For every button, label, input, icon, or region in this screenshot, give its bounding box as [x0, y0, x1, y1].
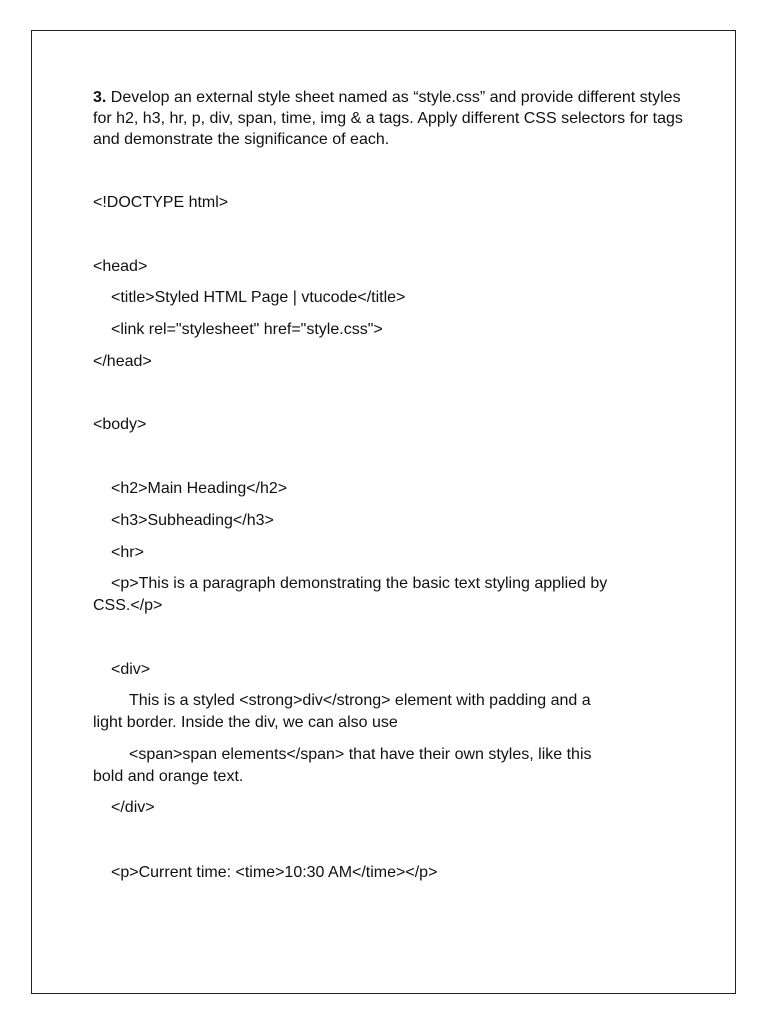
code-head-close: </head> [93, 353, 152, 370]
code-div-close: </div> [111, 799, 155, 816]
code-head-open: <head> [93, 258, 148, 275]
code-span-line2: bold and orange text. [93, 768, 244, 785]
code-p-line2: CSS.</p> [93, 597, 163, 614]
task-statement [93, 87, 683, 150]
code-h3: <h3>Subheading</h3> [111, 512, 274, 529]
code-time-paragraph: <p>Current time: <time>10:30 AM</time></p> [111, 864, 438, 881]
code-span-line1: <span>span elements</span> that have their own styles, like this [129, 746, 592, 763]
code-div-text-line2: light border. Inside the div, we can also use [93, 714, 398, 731]
code-div-open: <div> [111, 661, 151, 678]
code-body-open: <body> [93, 416, 147, 433]
task-text: Develop an external style sheet named as “style.css” and provide different styles for h2, h3, hr, p, div, span, time, img & a tags. Apply different CSS selectors for tags and demonstrate the significance of each. [93, 89, 683, 148]
code-link: <link rel="stylesheet" href="style.css"> [111, 321, 383, 338]
code-doctype: <!DOCTYPE html> [93, 194, 229, 211]
code-hr: <hr> [111, 544, 144, 561]
code-div-text-line1: This is a styled <strong>div</strong> element with padding and a [129, 692, 591, 709]
task-number: 3. [93, 89, 107, 106]
code-p-line1: <p>This is a paragraph demonstrating the basic text styling applied by [111, 575, 608, 592]
code-title: <title>Styled HTML Page | vtucode</title> [111, 289, 406, 306]
code-h2: <h2>Main Heading</h2> [111, 480, 288, 497]
